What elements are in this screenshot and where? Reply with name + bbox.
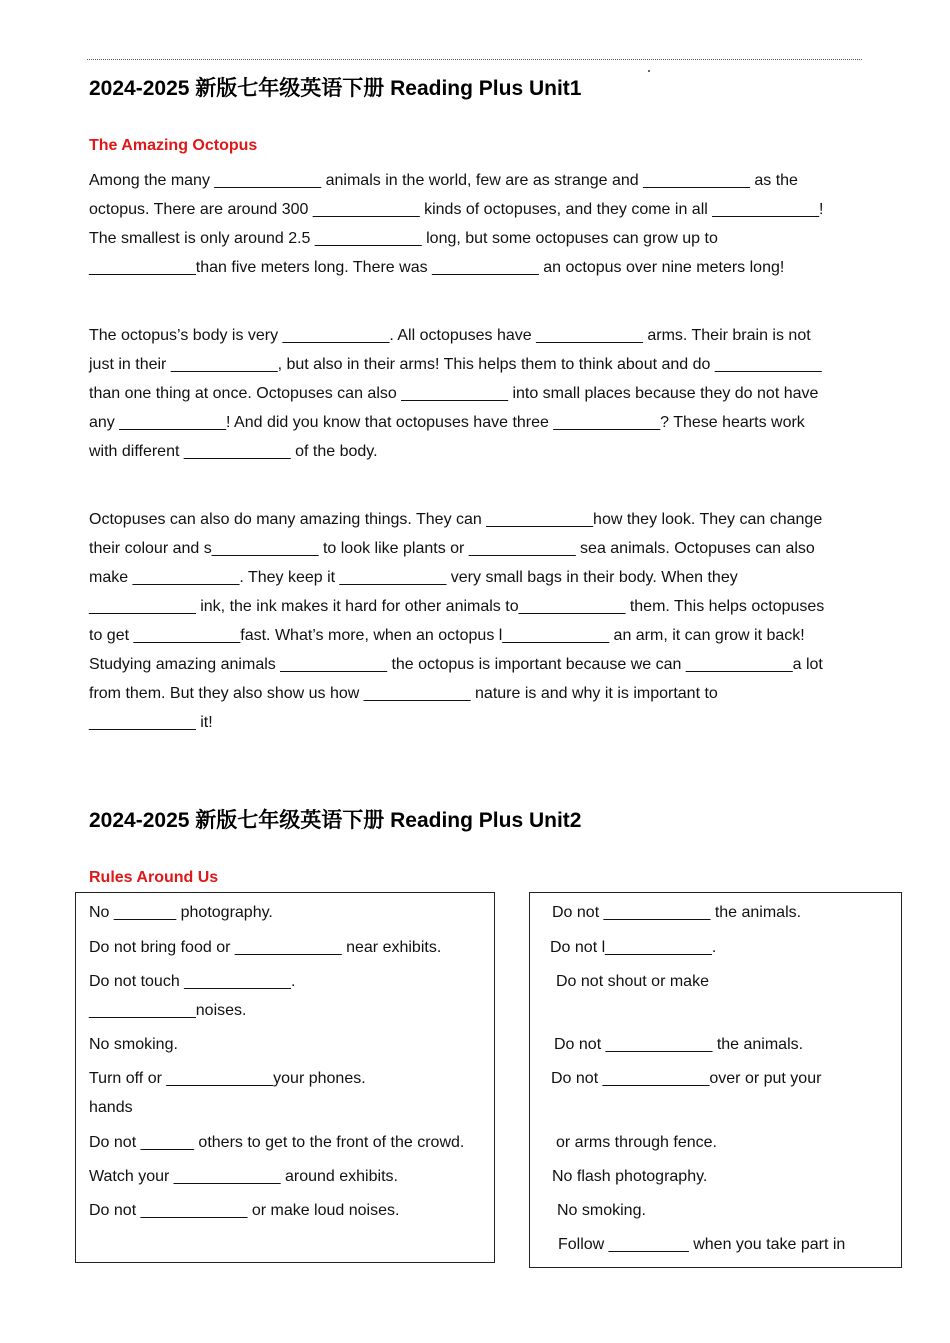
header-dotted-rule: [87, 59, 862, 60]
rule-line: Follow _________ when you take part in: [558, 1236, 846, 1253]
unit1-section-title: The Amazing Octopus: [89, 137, 258, 154]
paragraph-line: ____________than five meters long. There was ____________ an octopus over nine meters long!: [89, 259, 785, 276]
right-rules-box: [529, 892, 902, 1268]
rule-line: Do not shout or make: [556, 973, 709, 990]
rule-line: Do not ____________ or make loud noises.: [89, 1202, 400, 1219]
rule-line: Do not ____________over or put your: [551, 1070, 822, 1087]
rule-line: Watch your ____________ around exhibits.: [89, 1168, 398, 1185]
left-rules-box: [75, 892, 495, 1263]
rule-line: Do not l____________.: [550, 939, 717, 956]
unit1-title: 2024-2025 新版七年级英语下册 Reading Plus Unit1: [89, 77, 582, 100]
paragraph-line: make ____________. They keep it ____________ very small bags in their body. When they: [89, 569, 738, 586]
rule-line: Do not ______ others to get to the front of the crowd.: [89, 1134, 465, 1151]
paragraph-line: octopus. There are around 300 ____________ kinds of octopuses, and they come in all ____________!: [89, 201, 824, 218]
rule-line: Do not bring food or ____________ near exhibits.: [89, 939, 442, 956]
unit1-paragraph-1: [89, 166, 864, 282]
unit2-title: 2024-2025 新版七年级英语下册 Reading Plus Unit2: [89, 809, 582, 832]
paragraph-line: from them. But they also show us how ____________ nature is and why it is important to: [89, 685, 718, 702]
rule-line: Turn off or ____________your phones.: [89, 1070, 366, 1087]
rule-line: hands: [89, 1099, 133, 1116]
paragraph-line: ____________ it!: [89, 714, 213, 731]
paragraph-line: ____________ ink, the ink makes it hard for other animals to____________ them. This helps octopuses: [89, 598, 825, 615]
paragraph-line: to get ____________fast. What’s more, when an octopus l____________ an arm, it can grow it back!: [89, 627, 805, 644]
unit2-section-title: Rules Around Us: [89, 869, 219, 886]
rule-line: No flash photography.: [552, 1168, 708, 1185]
paragraph-line: The smallest is only around 2.5 ____________ long, but some octopuses can grow up to: [89, 230, 718, 247]
paragraph-line: just in their ____________, but also in their arms! This helps them to think about and do ____________: [89, 356, 822, 373]
unit1-paragraph-2: [89, 321, 864, 466]
rule-line: No _______ photography.: [89, 904, 273, 921]
rule-line: No smoking.: [89, 1036, 178, 1053]
paragraph-line: The octopus’s body is very ____________. All octopuses have ____________ arms. Their brain is not: [89, 327, 811, 344]
paragraph-line: than one thing at once. Octopuses can also ____________ into small places because they do not have: [89, 385, 819, 402]
paragraph-line: Studying amazing animals ____________ the octopus is important because we can ____________a lot: [89, 656, 823, 673]
paragraph-line: Among the many ____________ animals in the world, few are as strange and ____________ as the: [89, 172, 798, 189]
unit1-paragraph-3: [89, 505, 864, 737]
rule-line: No smoking.: [557, 1202, 646, 1219]
rule-line: or arms through fence.: [556, 1134, 717, 1151]
rule-line: Do not ____________ the animals.: [554, 1036, 804, 1053]
paragraph-line: any ____________! And did you know that octopuses have three ____________? These hearts work: [89, 414, 805, 431]
rule-line: Do not touch ____________.: [89, 973, 296, 990]
paragraph-line: Octopuses can also do many amazing things. They can ____________how they look. They can change: [89, 511, 823, 528]
paragraph-line: their colour and s____________ to look like plants or ____________ sea animals. Octopuses can also: [89, 540, 815, 557]
paragraph-line: with different ____________ of the body.: [89, 443, 378, 460]
header-dot-mark: [648, 70, 650, 72]
rule-line: ____________noises.: [89, 1002, 247, 1019]
rule-line: Do not ____________ the animals.: [552, 904, 802, 921]
